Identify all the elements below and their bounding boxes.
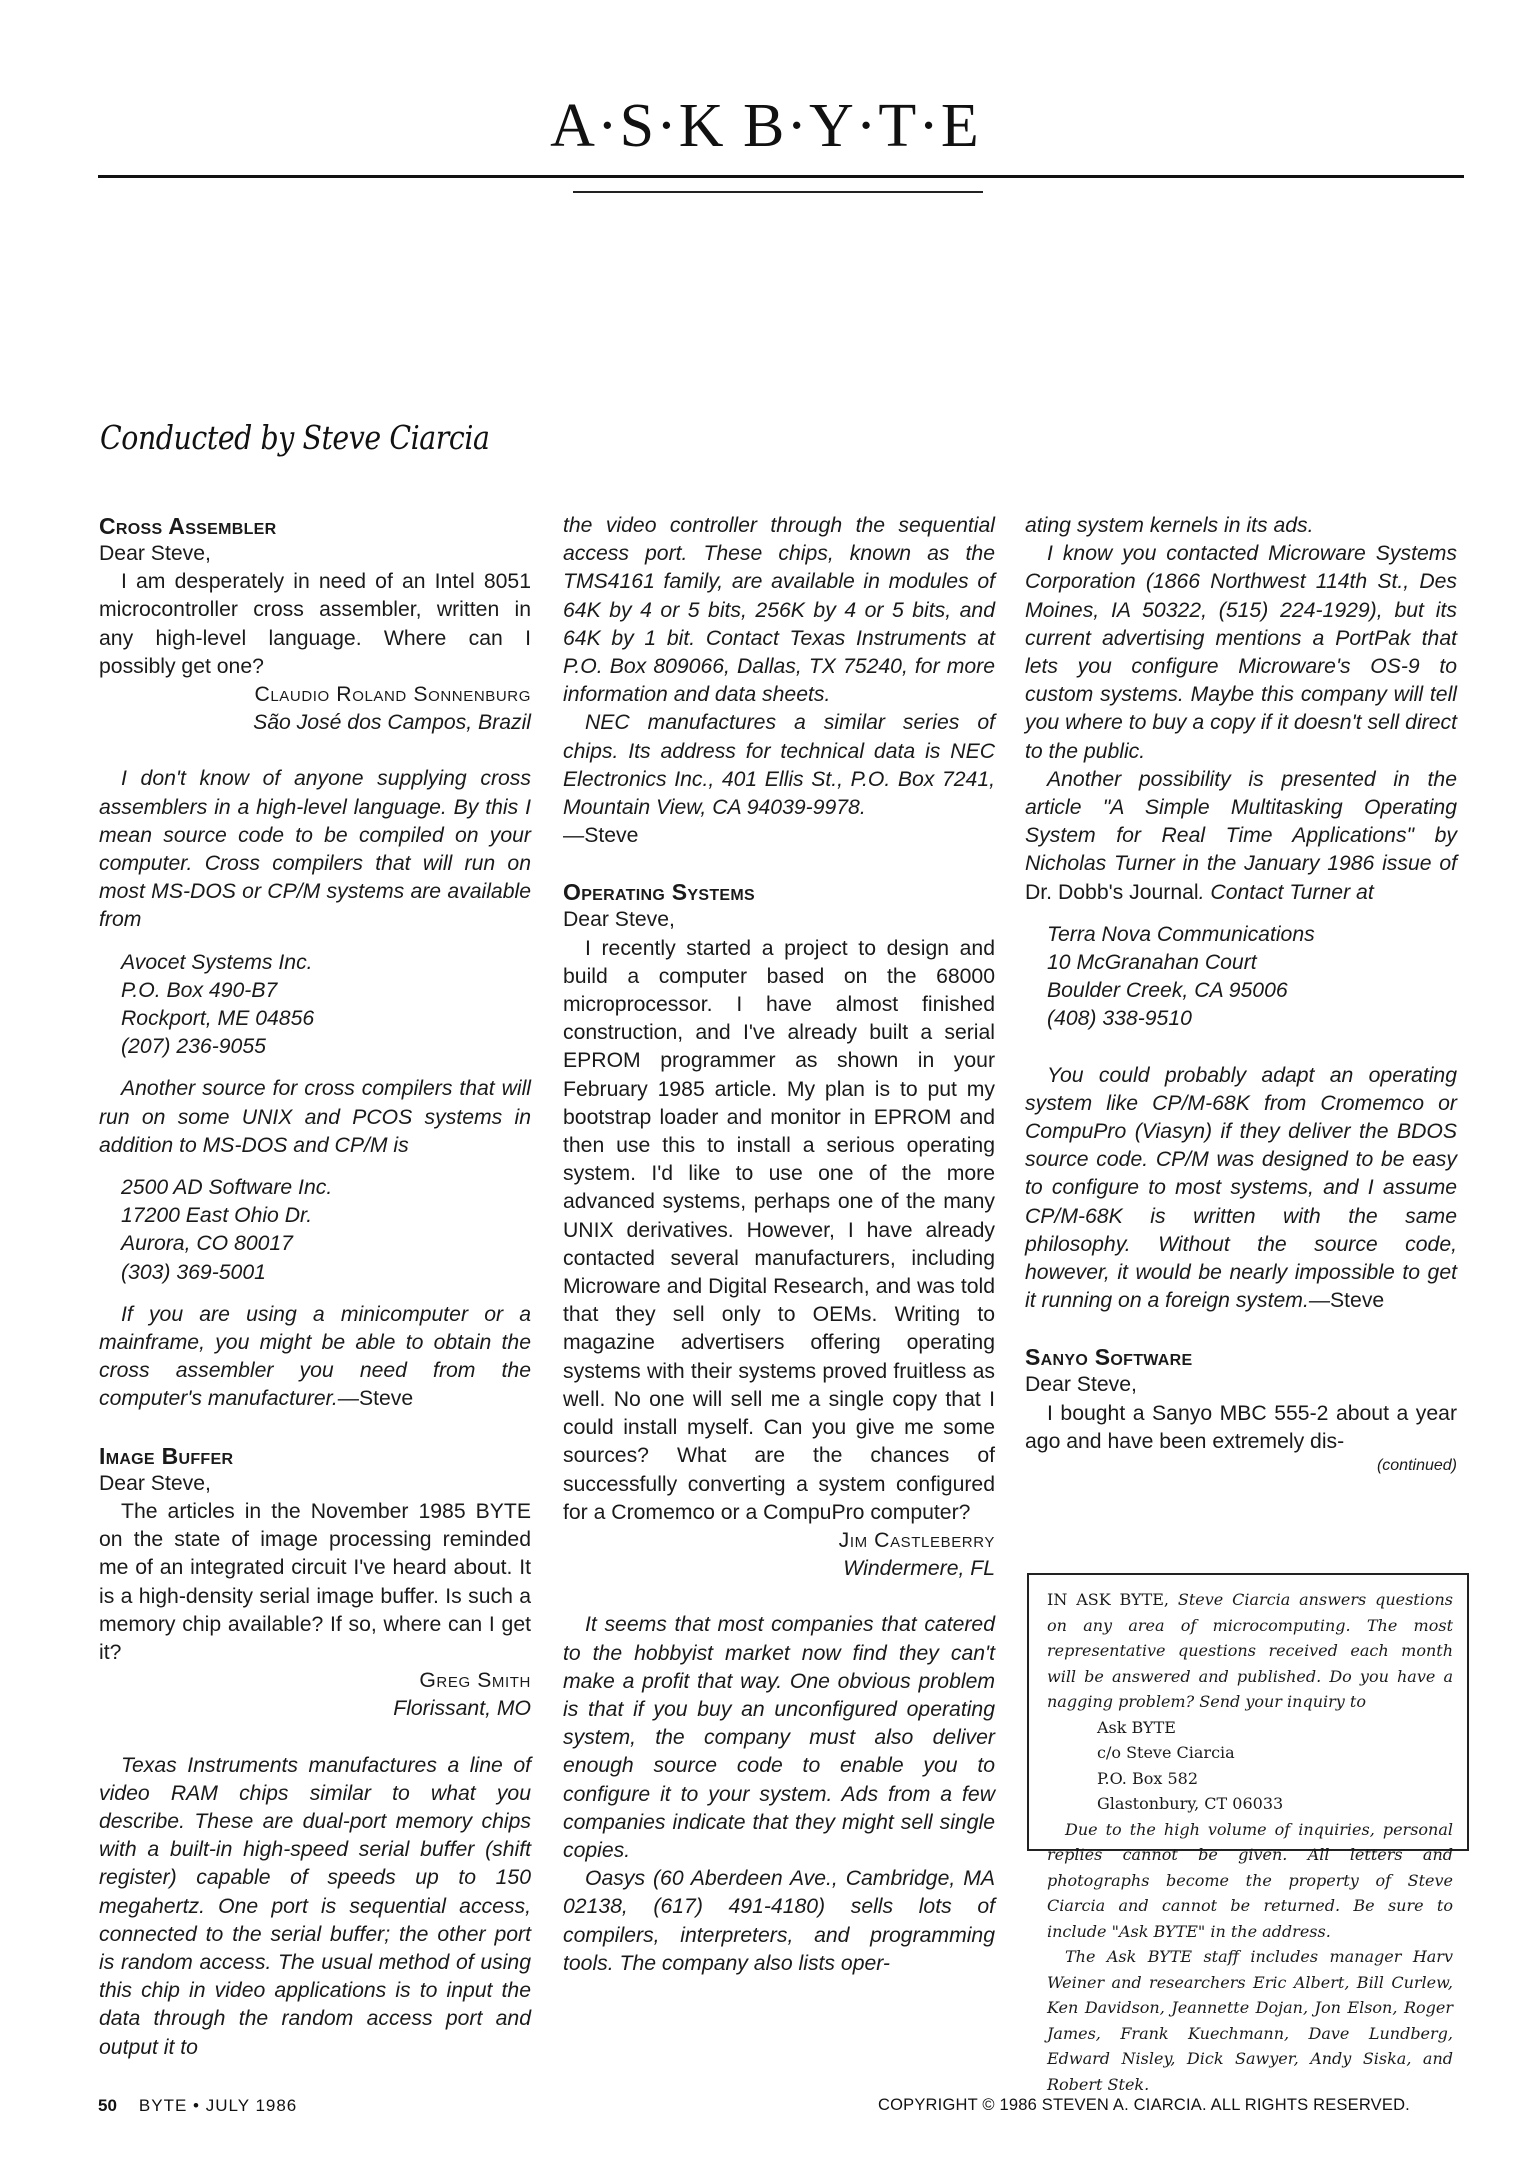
address-line: 17200 East Ohio Dr.: [121, 1204, 313, 1228]
address-line: Boulder Creek, CA 95006: [1047, 979, 1288, 1003]
address-line: Terra Nova Communications: [1047, 922, 1315, 946]
salutation: Dear Steve,: [1025, 1373, 1137, 1397]
letter-body: I bought a Sanyo MBC 555-2 about a year ago and have been extremely dis-: [1025, 1401, 1457, 1453]
mailing-address-line: Ask BYTE: [1097, 1717, 1176, 1737]
reply-text: If you are using a minicomputer or a mainframe, you might be able to obtain the cross assembler you need from the computer's manufacturer.: [99, 1302, 531, 1411]
mailing-address-line: P.O. Box 582: [1097, 1768, 1198, 1788]
reply-paragraph: [1025, 1062, 1457, 1316]
reply-paragraph: [99, 1301, 531, 1414]
masthead-rule-thick: [98, 175, 1464, 178]
mailing-address-line: c/o Steve Ciarcia: [1097, 1743, 1235, 1762]
byline: Conducted by Steve Ciarcia: [100, 418, 490, 457]
continued-marker: (continued): [1376, 1457, 1457, 1475]
info-note: Due to the high volume of inquiries, personal replies cannot be given. All letters and photographs become the property of Steve Ciarcia and cannot be returned. Be sure to include "Ask BYTE" in the address.: [1047, 1819, 1453, 1941]
address-line: (408) 338-9510: [1047, 1007, 1192, 1031]
letter-signature: Greg Smith: [419, 1669, 531, 1693]
address-line: Avocet Systems Inc.: [121, 950, 313, 974]
section-heading-cross-assembler: Cross Assembler: [99, 513, 277, 539]
salutation: Dear Steve,: [99, 1471, 211, 1495]
salutation: Dear Steve,: [99, 542, 211, 565]
page-masthead: A·S·K B·Y·T·E: [550, 92, 981, 160]
letter-location: Florissant, MO: [393, 1697, 531, 1721]
section-heading-sanyo-software: Sanyo Software: [1025, 1344, 1193, 1371]
info-intro-text: Steve Ciarcia answers questions on any area of microcomputing. The most representative questions received each month will be answered and published. Do you have a nagging problem? Send your inquiry to: [1047, 1590, 1453, 1711]
address-line: (303) 369-5001: [121, 1260, 266, 1284]
address-line: Aurora, CO 80017: [121, 1232, 293, 1256]
letter-signature: Jim Castleberry: [838, 1528, 995, 1552]
section-heading-operating-systems: Operating Systems: [563, 879, 755, 906]
masthead-rule-thin: [573, 191, 983, 193]
letter-location: São José dos Campos, Brazil: [253, 711, 531, 735]
reply-sign: —Steve: [337, 1387, 414, 1411]
section-heading-image-buffer: Image Buffer: [99, 1442, 234, 1469]
letter-body: The articles in the November 1985 BYTE on the state of image processing reminded me of an integrated circuit I've heard about. It is a high-density serial image buffer. Is such a memory chip available? If so, where can I get it?: [99, 1499, 531, 1664]
reply-paragraph: [1025, 766, 1457, 907]
mailing-address-line: Glastonbury, CT 06033: [1097, 1794, 1284, 1813]
reply-paragraph: I don't know of anyone supplying cross assemblers in a high-level language. By this I mean source code to be compiled on your computer. Cross compilers that will run on most MS-DOS or CP/M systems are available from: [99, 767, 531, 932]
copyright-notice: COPYRIGHT © 1986 STEVEN A. CIARCIA. ALL RIGHTS RESERVED.: [878, 2096, 1410, 2114]
reply-paragraph: [563, 709, 995, 850]
ask-byte-info-box: [1027, 1573, 1469, 2094]
reply-paragraph: Another source for cross compilers that will run on some UNIX and PCOS systems in addition to MS-DOS and CP/M is: [99, 1077, 531, 1157]
reply-text: Another possibility is presented in the article "A Simple Multitasking Operating System for Real Time Applications" by Nicholas Turner in the January 1986 issue of: [1025, 767, 1457, 876]
reply-text: NEC manufactures a similar series of chips. Its address for technical data is NEC Electronics Inc., 401 Ellis St., P.O. Box 7241, Mountain View, CA 94039-9978.: [563, 711, 995, 820]
letter-location: Windermere, FL: [843, 1557, 995, 1581]
reply-paragraph: Oasys (60 Aberdeen Ave., Cambridge, MA 02138, (617) 491-4180) sells lots of compilers, interpreters, and programming tools. The company also lists oper-: [563, 1867, 995, 1975]
column-2: [563, 512, 995, 1978]
reply-paragraph: I know you contacted Microware Systems Corporation (1866 Northwest 114th St., Des Moines, IA 50322, (515) 224-1929), but its current advertising mentions a PortPak that lets you configure Microware's OS-9 to custom systems. Maybe this company will tell you where to buy a copy if it doesn't sell direct to the public.: [1025, 542, 1457, 763]
address-line: 10 McGranahan Court: [1047, 951, 1257, 975]
page-number: 50: [98, 2096, 117, 2115]
letter-signature: Claudio Roland Sonnenburg: [254, 683, 531, 707]
reply-text: You could probably adapt an operating system like CP/M-68K from Cromemco or CompuPro (Viasyn) if they deliver the BDOS source code. CP/M was designed to be easy to configure to most systems, and I assume CP/M-68K is written with the same philosophy. Without the source code, however, it would be nearly impossible to get it running on a foreign system.: [1025, 1063, 1457, 1313]
address-line: P.O. Box 490-B7: [121, 978, 278, 1002]
address-line: 2500 AD Software Inc.: [121, 1176, 333, 1200]
reply-paragraph: ating system kernels in its ads.: [1025, 514, 1314, 537]
info-staff: The Ask BYTE staff includes manager Harv Weiner and researchers Eric Albert, Bill Curlew, Ken Davidson, Jeannette Dojan, Jon Elson, Roger James, Frank Kuechmann, Dave Lundberg, Edward Nisley, Dick Sawyer, Andy Siska, and Robert Stek.: [1047, 1947, 1453, 2094]
letter-body: I recently started a project to design and build a computer based on the 68000 microprocessor. I have almost finished construction, and I've already built a serial EPROM programmer as shown in your February 1985 article. My plan is to put my bootstrap loader and monitor in EPROM and then use this to install a serious operating system. I'd like to use one of the more advanced systems, perhaps one of the many UNIX derivatives. However, I have already contacted several manufacturers, including Microware and Digital Research, and was told that they sell only to OEMs. Writing to magazine advertisers offering operating systems with their systems proved fruitless as well. No one will sell me a single copy that I could install myself. Can you give me some sources? What are the chances of successfully converting a system configured for a Cromemco or a CompuPro computer?: [563, 936, 995, 1524]
reply-paragraph: It seems that most companies that catered to the hobbyist market now find they can't make a profit that way. One obvious problem is that if you buy an unconfigured operating system, the company must also deliver enough source code to enable you to configure it to your system. Ads from a few companies indicate that they might sell single copies.: [563, 1613, 995, 1862]
info-lead: IN ASK BYTE,: [1047, 1590, 1169, 1609]
address-line: Rockport, ME 04856: [121, 1007, 315, 1031]
letter-body: I am desperately in need of an Intel 8051 microcontroller cross assembler, written in any high-level language. Where can I possibly get one?: [99, 570, 531, 678]
reply-text: . Contact Turner at: [1198, 880, 1374, 904]
reply-paragraph: Texas Instruments manufactures a line of video RAM chips similar to what you describe. These are dual-port memory chips with a built-in high-speed serial buffer (shift register) capable of speeds up to 150 megahertz. One port is sequential access, connected to the serial buffer; the other port is random access. The usual method of using this chip in video applications is to input the data through the random access port and output it to: [99, 1753, 531, 2059]
publication-date: BYTE • JULY 1986: [138, 2096, 298, 2115]
page-footer-left: [98, 2096, 297, 2116]
info-intro: [1047, 1587, 1453, 1715]
address-line: (207) 236-9055: [121, 1035, 266, 1059]
reply-paragraph: the video controller through the sequential access port. These chips, known as the TMS4161 family, are available in modules of 64K by 4 or 5 bits, 256K by 4 or 5 bits, and 64K by 1 bit. Contact Texas Instruments at P.O. Box 809066, Dallas, TX 75240, for more information and data sheets.: [563, 514, 995, 707]
journal-title: Dr. Dobb's Journal: [1025, 880, 1199, 904]
column-1: [99, 512, 531, 2062]
column-3: [1025, 512, 1457, 1476]
salutation: Dear Steve,: [563, 908, 675, 932]
reply-sign: —Steve: [1308, 1289, 1385, 1313]
reply-sign: —Steve: [563, 824, 639, 848]
